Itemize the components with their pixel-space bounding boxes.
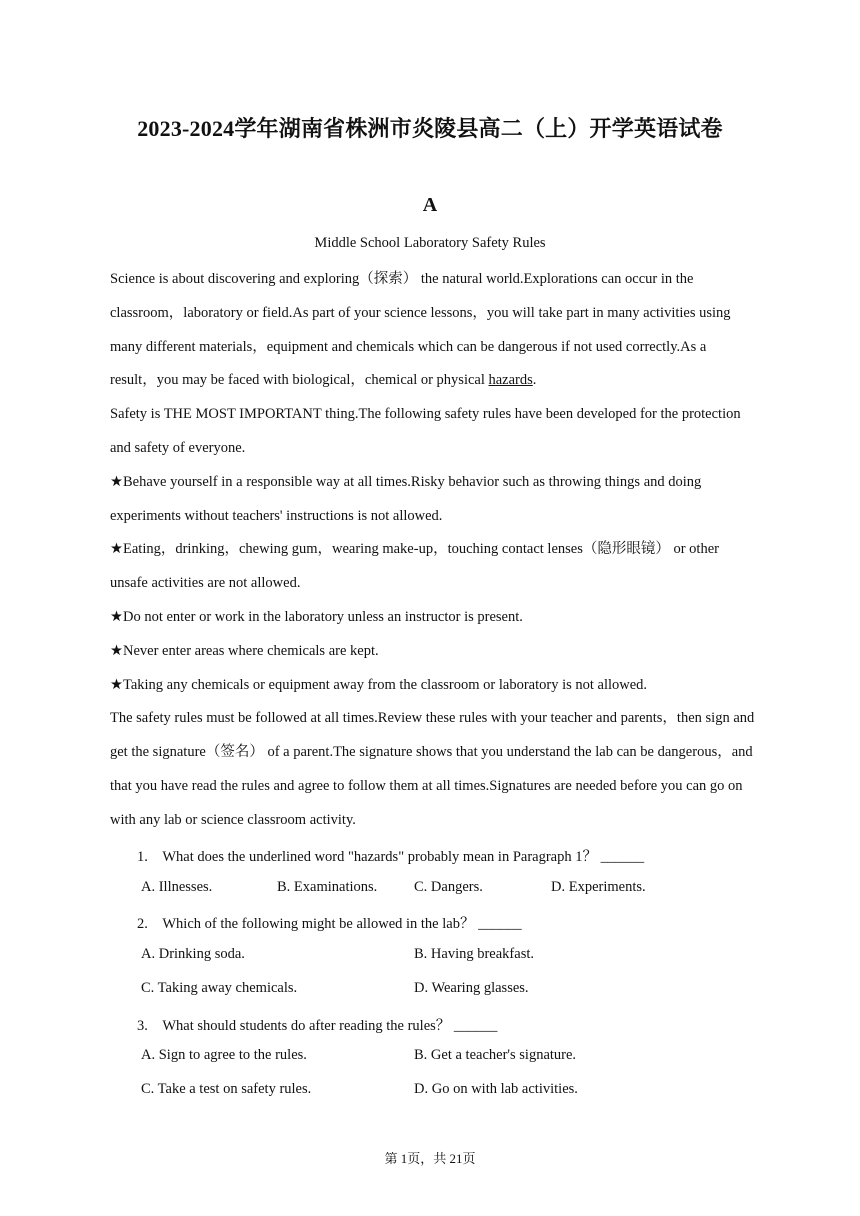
question-3-stem: 3. What should students do after reading the rules？ ______ <box>137 1018 498 1034</box>
paragraph-1 <box>110 263 755 398</box>
passage-title: Middle School Laboratory Safety Rules <box>314 235 546 251</box>
exam-title: 2023-2024学年湖南省株洲市炎陵县高二（上）开学英语试卷 <box>137 116 723 141</box>
section-label: A <box>422 194 438 216</box>
question-2-option-d[interactable]: D. Wearing glasses. <box>414 980 529 996</box>
passage-body <box>110 263 755 838</box>
question-1-option-c[interactable]: C. Dangers. <box>414 879 483 895</box>
paragraph-1-end: . <box>532 372 537 389</box>
rule-4: ★Never enter areas where chemicals are kept. <box>110 642 379 659</box>
rule-3: ★Do not enter or work in the laboratory unless an instructor is present. <box>110 608 523 625</box>
rule-2: ★Eating，drinking，chewing gum，wearing make-up，touching contact lenses（隐形眼镜） or other unsafe activities are not allowed. <box>110 541 719 592</box>
question-3-option-b[interactable]: B. Get a teacher's signature. <box>414 1047 577 1063</box>
question-2-option-c[interactable]: C. Taking away chemicals. <box>141 980 298 996</box>
paragraph-1-text: Science is about discovering and exploring（探索） the natural world.Explorations can occur in the classroom，laboratory or field.As part of your science lessons，you will take part in many activities using many different materials，equipment and chemicals which can be dangerous if not used correctly.As a result，you may be faced with biological，chemical or physical <box>110 271 731 389</box>
question-1-option-d[interactable]: D. Experiments. <box>551 879 646 895</box>
underlined-word: hazards <box>488 372 533 389</box>
question-1-option-b[interactable]: B. Examinations. <box>277 879 378 895</box>
question-2-option-b[interactable]: B. Having breakfast. <box>414 946 534 962</box>
question-3-option-d[interactable]: D. Go on with lab activities. <box>414 1081 578 1097</box>
question-1-stem: 1. What does the underlined word "hazards" probably mean in Paragraph 1？ ______ <box>137 849 645 865</box>
paragraph-2: Safety is THE MOST IMPORTANT thing.The following safety rules have been developed for the protection and safety of everyone. <box>110 406 741 456</box>
question-3-option-c[interactable]: C. Take a test on safety rules. <box>141 1081 312 1097</box>
question-1-option-a[interactable]: A. Illnesses. <box>141 879 213 895</box>
rule-1: ★Behave yourself in a responsible way at all times.Risky behavior such as throwing things and doing experiments without teachers' instructions is not allowed. <box>110 473 702 524</box>
rule-5: ★Taking any chemicals or equipment away from the classroom or laboratory is not allowed. <box>110 676 648 693</box>
question-2-option-a[interactable]: A. Drinking soda. <box>141 946 245 962</box>
paragraph-3: The safety rules must be followed at all times.Review these rules with your teacher and parents，then sign and get the signature（签名） of a parent.The signature shows that you understand the lab can be dangerous，and that you have read the rules and agree to follow them at all times.Signatures are needed before you can go on with any lab or science classroom activity. <box>110 710 755 828</box>
question-3-option-a[interactable]: A. Sign to agree to the rules. <box>141 1047 307 1063</box>
question-2-stem: 2. Which of the following might be allowed in the lab？ ______ <box>137 916 522 932</box>
page-footer: 第 1页，共 21页 <box>384 1151 476 1166</box>
